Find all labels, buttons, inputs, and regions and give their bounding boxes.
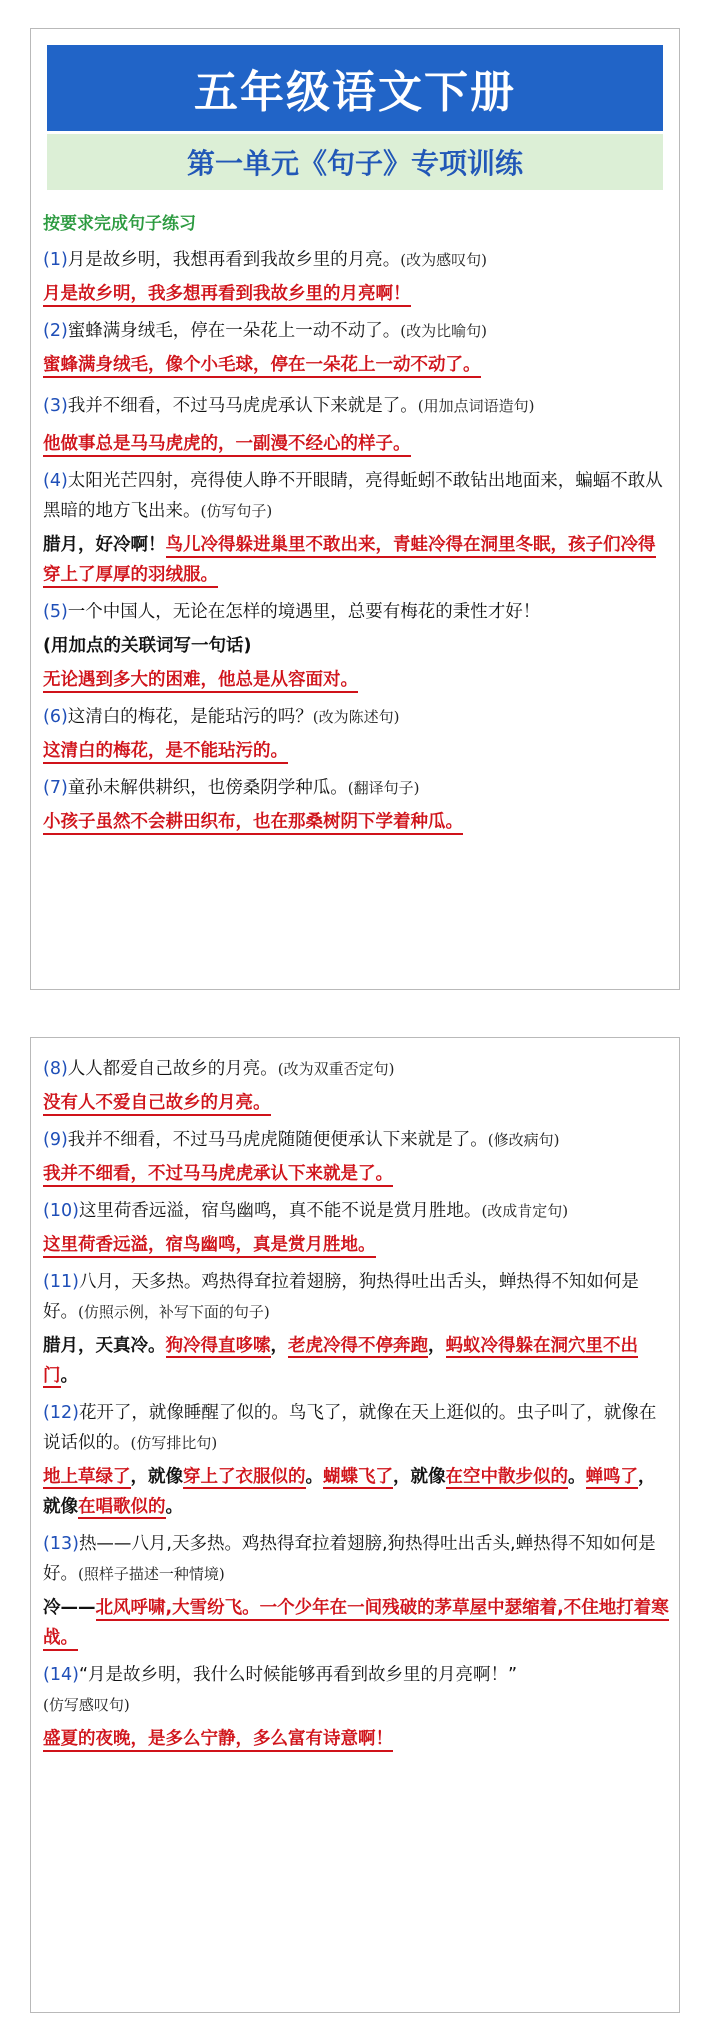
answer-text: 鸟儿冷得躲进巢里不敢出来，青蛙冷得在洞里冬眠，孩子们冷得穿上了厚厚的羽绒服。 bbox=[43, 535, 656, 588]
answer-connector: ，就像 bbox=[393, 1467, 446, 1487]
answer bbox=[43, 279, 669, 309]
question-text: 太阳光芒四射，亮得使人睁不开眼睛，亮得蚯蚓不敢钻出地面来，蝙蝠不敢从黑暗的地方飞出来。 bbox=[43, 471, 663, 521]
answer bbox=[43, 429, 669, 459]
question-text: 这里荷香远溢，宿鸟幽鸣，真不能不说是赏月胜地。 bbox=[78, 1201, 482, 1221]
exercise-item-14 bbox=[43, 1660, 669, 1754]
question bbox=[43, 387, 669, 425]
question bbox=[43, 466, 669, 526]
answer-text: 月是故乡明，我多想再看到我故乡里的月亮啊！ bbox=[43, 284, 411, 307]
answer-punct: 。 bbox=[60, 1366, 78, 1386]
exercise-item-6 bbox=[43, 702, 669, 766]
answer-punct: ， bbox=[428, 1336, 446, 1356]
answer-text: 小孩子虽然不会耕田织布，也在那桑树阴下学着种瓜。 bbox=[43, 812, 463, 835]
instruction-note: (改为陈述句) bbox=[312, 708, 400, 726]
question bbox=[43, 1267, 669, 1327]
answer-punct: 。 bbox=[568, 1467, 586, 1487]
answer-part: 蝉鸣了 bbox=[585, 1467, 638, 1487]
exercise-item-1 bbox=[43, 245, 669, 309]
answer-punct: 。 bbox=[305, 1467, 323, 1487]
question-text: 我并不细看，不过马马虎虎随随便便承认下来就是了。 bbox=[67, 1130, 488, 1150]
question bbox=[43, 597, 669, 627]
exercise-item-13 bbox=[43, 1529, 669, 1653]
answer-text: 盛夏的夜晚，是多么宁静，多么富有诗意啊！ bbox=[43, 1729, 393, 1752]
item-number: (11) bbox=[43, 1272, 79, 1292]
answer-prefix: 腊月，天真冷。 bbox=[43, 1336, 166, 1356]
answer-part: 穿上了衣服似的 bbox=[183, 1467, 306, 1487]
instruction-note: (修改病句) bbox=[487, 1131, 560, 1149]
question bbox=[43, 773, 669, 803]
question bbox=[43, 245, 669, 275]
item-number: (13) bbox=[43, 1534, 79, 1554]
answer bbox=[43, 1088, 669, 1118]
exercise-item-8 bbox=[43, 1054, 669, 1118]
answer-text: 没有人不爱自己故乡的月亮。 bbox=[43, 1093, 271, 1116]
answer bbox=[43, 530, 669, 590]
answer-prefix: 腊月，好冷啊！ bbox=[43, 535, 166, 555]
question-text: 我并不细看，不过马马虎虎承认下来就是了。 bbox=[67, 396, 418, 416]
answer bbox=[43, 1331, 669, 1391]
exercise-item-12 bbox=[43, 1398, 669, 1522]
item-number: (3) bbox=[43, 396, 68, 416]
answer-text: 北风呼啸,大雪纷飞。一个少年在一间残破的茅草屋中瑟缩着,不住地打着寒战。 bbox=[43, 1598, 669, 1651]
exercise-item-2 bbox=[43, 316, 669, 380]
item-number: (10) bbox=[43, 1201, 79, 1221]
item-number: (6) bbox=[43, 707, 68, 727]
exercise-list-1 bbox=[43, 209, 669, 844]
exercise-item-3 bbox=[43, 387, 669, 459]
question-text: 花开了，就像睡醒了似的。鸟飞了，就像在天上逛似的。虫子叫了，就像在说话似的。 bbox=[43, 1403, 657, 1453]
answer-part: 蚂蚁冷得躲在洞穴里不出门 bbox=[43, 1336, 638, 1386]
answer bbox=[43, 1593, 669, 1653]
question bbox=[43, 1398, 669, 1458]
section-heading: 按要求完成句子练习 bbox=[43, 214, 196, 234]
instruction-note: (仿写排比句) bbox=[130, 1434, 218, 1452]
item-number: (4) bbox=[43, 471, 68, 491]
exercise-item-10 bbox=[43, 1196, 669, 1260]
item-number: (14) bbox=[43, 1665, 79, 1685]
instruction-note: (照样子描述一种情境) bbox=[78, 1565, 225, 1583]
answer-punct: ， bbox=[270, 1336, 288, 1356]
exercise-item-5 bbox=[43, 597, 669, 695]
answer bbox=[43, 1230, 669, 1260]
answer-text: 他做事总是马马虎虎的，一副漫不经心的样子。 bbox=[43, 434, 411, 457]
item-number: (12) bbox=[43, 1403, 79, 1423]
question bbox=[43, 1660, 669, 1690]
question-text: “月是故乡明，我什么时候能够再看到故乡里的月亮啊！” bbox=[78, 1665, 518, 1685]
answer-part: 狗冷得直哆嗦 bbox=[165, 1336, 271, 1356]
question bbox=[43, 316, 669, 346]
question-text: 蜜蜂满身绒毛，停在一朵花上一动不动了。 bbox=[67, 321, 401, 341]
instruction-note: (改成肯定句) bbox=[481, 1202, 569, 1220]
item-number: (1) bbox=[43, 250, 68, 270]
answer-punct: 。 bbox=[165, 1497, 183, 1517]
worksheet-card-1 bbox=[30, 28, 680, 990]
instruction-note: (改为双重否定句) bbox=[277, 1060, 395, 1078]
answer-part: 在唱歌似的 bbox=[78, 1497, 166, 1517]
question-text: 热——八月,天多热。鸡热得耷拉着翅膀,狗热得吐出舌头,蝉热得不知如何是好。 bbox=[43, 1534, 656, 1584]
exercise-item-9 bbox=[43, 1125, 669, 1189]
item-number: (7) bbox=[43, 778, 68, 798]
item-number: (9) bbox=[43, 1130, 68, 1150]
instruction-note: (改为感叹句) bbox=[400, 251, 488, 269]
question-text: 月是故乡明，我想再看到我故乡里的月亮。 bbox=[67, 250, 401, 270]
instruction-note: (用加点的关联词写一句话) bbox=[43, 636, 252, 656]
exercise-item-7 bbox=[43, 773, 669, 837]
question-text: 童孙未解供耕织，也傍桑阴学种瓜。 bbox=[67, 778, 348, 798]
item-number: (8) bbox=[43, 1059, 68, 1079]
answer-text: 蜜蜂满身绒毛，像个小毛球，停在一朵花上一动不动了。 bbox=[43, 355, 481, 378]
answer-prefix: 冷—— bbox=[43, 1598, 96, 1618]
answer-text: 我并不细看，不过马马虎虎承认下来就是了。 bbox=[43, 1164, 393, 1187]
answer bbox=[43, 665, 669, 695]
answer-part: 地上草绿了 bbox=[43, 1467, 131, 1487]
answer-part: 蝴蝶飞了 bbox=[323, 1467, 393, 1487]
answer-connector: ，就像 bbox=[130, 1467, 183, 1487]
exercise-list-2 bbox=[43, 1054, 669, 1761]
answer-text: 这清白的梅花，是不能玷污的。 bbox=[43, 741, 288, 764]
answer-connector: ，就像 bbox=[43, 1467, 656, 1517]
exercise-item-11 bbox=[43, 1267, 669, 1391]
instruction-note: (翻译句子) bbox=[347, 779, 420, 797]
answer bbox=[43, 736, 669, 766]
instruction-note: (仿写句子) bbox=[200, 502, 273, 520]
page-subtitle: 第一单元《句子》专项训练 bbox=[47, 134, 663, 190]
answer bbox=[43, 1462, 669, 1522]
question-text: 八月，天多热。鸡热得耷拉着翅膀，狗热得吐出舌头，蝉热得不知如何是好。 bbox=[43, 1272, 639, 1322]
question bbox=[43, 1529, 669, 1589]
answer-part: 在空中散步似的 bbox=[445, 1467, 568, 1487]
page-title: 五年级语文下册 bbox=[47, 45, 663, 131]
item-number: (5) bbox=[43, 602, 68, 622]
instruction-note: (仿写感叹句) bbox=[43, 1696, 130, 1714]
answer bbox=[43, 350, 669, 380]
question bbox=[43, 1196, 669, 1226]
question-text: 一个中国人，无论在怎样的境遇里，总要有梅花的秉性才好！ bbox=[67, 602, 541, 622]
worksheet-card-2 bbox=[30, 1037, 680, 2013]
question bbox=[43, 702, 669, 732]
exercise-item-4 bbox=[43, 466, 669, 590]
answer-text: 这里荷香远溢，宿鸟幽鸣，真是赏月胜地。 bbox=[43, 1235, 376, 1258]
question-text: 这清白的梅花，是能玷污的吗？ bbox=[67, 707, 313, 727]
answer bbox=[43, 807, 669, 837]
item-number: (2) bbox=[43, 321, 68, 341]
question bbox=[43, 1125, 669, 1155]
instruction-note: (仿照示例，补写下面的句子) bbox=[78, 1303, 270, 1321]
answer bbox=[43, 1724, 669, 1754]
question bbox=[43, 1054, 669, 1084]
answer-part: 老虎冷得不停奔跑 bbox=[288, 1336, 428, 1356]
instruction-note: (改为比喻句) bbox=[400, 322, 488, 340]
answer bbox=[43, 1159, 669, 1189]
instruction-note: (用加点词语造句) bbox=[417, 397, 535, 415]
answer-text: 无论遇到多大的困难，他总是从容面对。 bbox=[43, 670, 358, 693]
question-text: 人人都爱自己故乡的月亮。 bbox=[67, 1059, 278, 1079]
